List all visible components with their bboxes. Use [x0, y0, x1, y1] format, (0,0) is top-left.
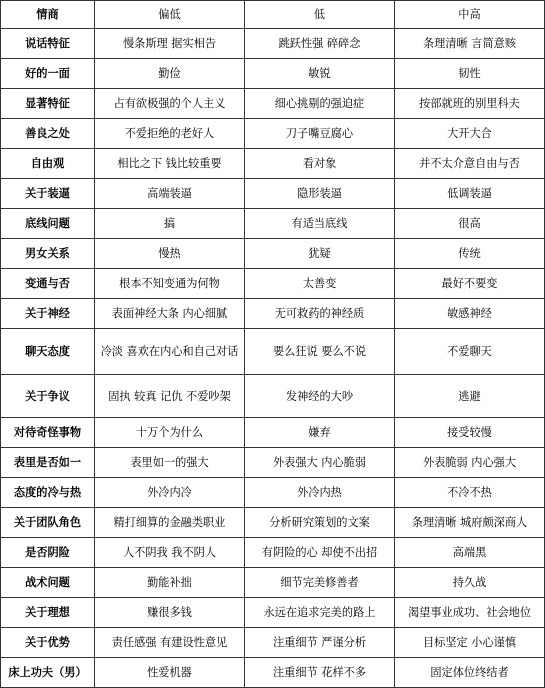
header-cell-mid-high: 中高	[395, 1, 545, 29]
table-cell: 十万个为什么	[95, 418, 245, 448]
row-label: 变通与否	[1, 269, 95, 299]
header-cell-slightly-low: 偏低	[95, 1, 245, 29]
table-cell: 敏锐	[245, 59, 395, 89]
table-cell: 慢条斯理 据实相告	[95, 29, 245, 59]
table-cell: 高端装逼	[95, 179, 245, 209]
table-row	[1, 478, 545, 508]
table-cell: 注重细节 花样不多	[245, 658, 395, 688]
table-cell: 有适当底线	[245, 209, 395, 239]
table-cell: 外冷内热	[245, 478, 395, 508]
row-label: 男女关系	[1, 239, 95, 269]
table-cell: 勤能补拙	[95, 568, 245, 598]
table-cell: 注重细节 严谨分析	[245, 628, 395, 658]
table-row	[1, 658, 545, 688]
table-cell: 无可救药的神经质	[245, 299, 395, 329]
table-row	[1, 418, 545, 448]
table-row	[1, 59, 545, 89]
table-cell: 搞	[95, 209, 245, 239]
table-cell: 跳跃性强 碎碎念	[245, 29, 395, 59]
table-cell: 犹疑	[245, 239, 395, 269]
table-row	[1, 568, 545, 598]
table-cell: 表面神经大条 内心细腻	[95, 299, 245, 329]
row-label: 自由观	[1, 149, 95, 179]
row-label: 表里是否如一	[1, 448, 95, 478]
table-row	[1, 209, 545, 239]
row-label: 说话特征	[1, 29, 95, 59]
header-cell-eq: 情商	[1, 1, 95, 29]
table-cell: 赚很多钱	[95, 598, 245, 628]
row-label: 好的一面	[1, 59, 95, 89]
table-row	[1, 239, 545, 269]
table-cell: 目标坚定 小心谨慎	[395, 628, 545, 658]
table-cell: 性爱机器	[95, 658, 245, 688]
row-label: 关于装逼	[1, 179, 95, 209]
row-label: 是否阴险	[1, 538, 95, 568]
table-cell: 冷淡 喜欢在内心和自己对话	[95, 329, 245, 375]
table-row	[1, 329, 545, 375]
table-cell: 要么狂说 要么不说	[245, 329, 395, 375]
table-cell: 外冷内冷	[95, 478, 245, 508]
table-cell: 按部就班的别里科夫	[395, 89, 545, 119]
table-cell: 条理清晰 言简意赅	[395, 29, 545, 59]
table-cell: 细心挑剔的强迫症	[245, 89, 395, 119]
table-cell: 责任感强 有建设性意见	[95, 628, 245, 658]
row-label: 显著特征	[1, 89, 95, 119]
table-row	[1, 179, 545, 209]
table-cell: 隐形装逼	[245, 179, 395, 209]
row-label: 对待奇怪事物	[1, 418, 95, 448]
table-cell: 持久战	[395, 568, 545, 598]
table-cell: 低调装逼	[395, 179, 545, 209]
table-row	[1, 628, 545, 658]
table-body	[1, 29, 545, 688]
table-cell: 发神经的大吵	[245, 375, 395, 418]
table-cell: 传统	[395, 239, 545, 269]
table-cell: 看对象	[245, 149, 395, 179]
table-cell: 最好不要变	[395, 269, 545, 299]
row-label: 聊天态度	[1, 329, 95, 375]
row-label: 床上功夫（男）	[1, 658, 95, 688]
table-cell: 大开大合	[395, 119, 545, 149]
table-row	[1, 119, 545, 149]
table-cell: 人不阴我 我不阴人	[95, 538, 245, 568]
table-cell: 占有欲极强的个人主义	[95, 89, 245, 119]
table-cell: 不爱拒绝的老好人	[95, 119, 245, 149]
table-cell: 并不太介意自由与否	[395, 149, 545, 179]
row-label: 关于理想	[1, 598, 95, 628]
table-cell: 永远在追求完美的路上	[245, 598, 395, 628]
row-label: 善良之处	[1, 119, 95, 149]
table-cell: 慢热	[95, 239, 245, 269]
table-cell: 外表强大 内心脆弱	[245, 448, 395, 478]
table-row	[1, 448, 545, 478]
table-cell: 细节完美修善者	[245, 568, 395, 598]
table-row	[1, 269, 545, 299]
table-row	[1, 89, 545, 119]
table-cell: 精打细算的金融类职业	[95, 508, 245, 538]
table-row	[1, 598, 545, 628]
table-cell: 根本不知变通为何物	[95, 269, 245, 299]
table-cell: 外表脆弱 内心强大	[395, 448, 545, 478]
row-label: 战术问题	[1, 568, 95, 598]
row-label: 关于神经	[1, 299, 95, 329]
table-cell: 分析研究策划的文案	[245, 508, 395, 538]
table-cell: 不冷不热	[395, 478, 545, 508]
row-label: 关于团队角色	[1, 508, 95, 538]
table-cell: 渴望事业成功、社会地位	[395, 598, 545, 628]
table-cell: 逃避	[395, 375, 545, 418]
table-row	[1, 149, 545, 179]
table-cell: 韧性	[395, 59, 545, 89]
row-label: 态度的冷与热	[1, 478, 95, 508]
table-cell: 固执 较真 记仇 不爱吵架	[95, 375, 245, 418]
table-cell: 接受较慢	[395, 418, 545, 448]
table-cell: 勤俭	[95, 59, 245, 89]
row-label: 关于优势	[1, 628, 95, 658]
table-cell: 太善变	[245, 269, 395, 299]
table-cell: 嫌弃	[245, 418, 395, 448]
table-cell: 不爱聊天	[395, 329, 545, 375]
table-cell: 相比之下 钱比较重要	[95, 149, 245, 179]
table-cell: 有阴险的心 却使不出招	[245, 538, 395, 568]
table-cell: 高端黑	[395, 538, 545, 568]
table-row	[1, 508, 545, 538]
table-cell: 固定体位终结者	[395, 658, 545, 688]
table-cell: 很高	[395, 209, 545, 239]
table-cell: 刀子嘴豆腐心	[245, 119, 395, 149]
table-cell: 敏感神经	[395, 299, 545, 329]
table-cell: 条理清晰 城府颇深商人	[395, 508, 545, 538]
table-row	[1, 538, 545, 568]
table-row	[1, 299, 545, 329]
row-label: 关于争议	[1, 375, 95, 418]
header-cell-low: 低	[245, 1, 395, 29]
table-row	[1, 29, 545, 59]
row-label: 底线问题	[1, 209, 95, 239]
table-header-row	[1, 1, 545, 29]
table-row	[1, 375, 545, 418]
table-cell: 表里如一的强大	[95, 448, 245, 478]
